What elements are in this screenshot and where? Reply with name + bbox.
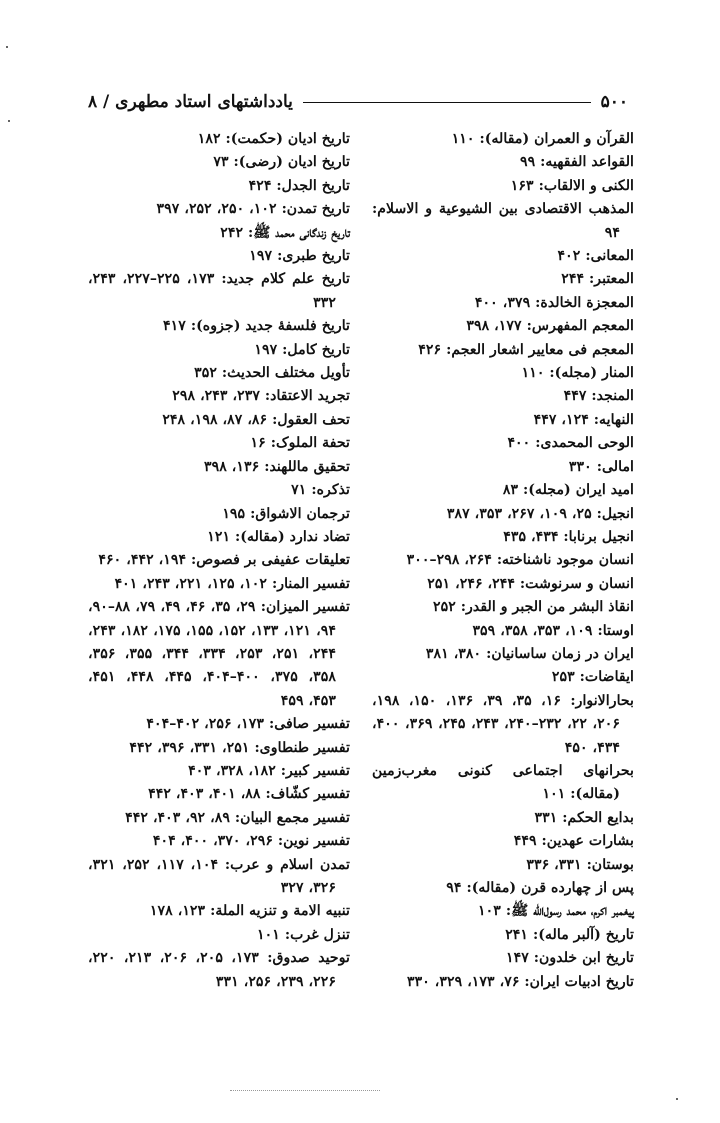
index-entry: تفسیر مجمع البیان: ۸۹، ۹۲، ۴۰۳، ۴۴۲ bbox=[125, 809, 350, 826]
index-entry: تاریخ (آلبر ماله): ۲۴۱ bbox=[505, 926, 634, 943]
running-title: یادداشتهای استاد مطهری / ۸ bbox=[88, 92, 293, 112]
index-entry: الکنی و الالقاب: ۱۶۳ bbox=[510, 177, 634, 194]
index-entry: المنار (مجله): ۱۱۰ bbox=[521, 365, 634, 382]
index-entry: بوستان: ۳۳۱، ۳۳۶ bbox=[526, 856, 634, 873]
index-entry: الوحی المحمدی: ۴۰۰ bbox=[507, 435, 634, 452]
index-entry: تمدن اسلام و عرب: ۱۰۴، ۱۱۷، ۲۵۲، ۳۲۱، ۳۲۶، ۳۲۷ bbox=[88, 856, 350, 896]
index-entry: انقاذ البشر من الجبر و القدر: ۲۵۲ bbox=[432, 599, 634, 616]
index-entry: بحرانهای اجتماعی کنونی مغرب‌زمین (مقاله): ۱۰۱ bbox=[372, 762, 634, 803]
index-entry: تفسیر کشّاف: ۸۸، ۴۰۱، ۴۰۳، ۴۴۲ bbox=[148, 786, 350, 803]
index-entry: بشارات عهدین: ۴۴۹ bbox=[513, 833, 634, 850]
index-entry: المعجم المفهرس: ۱۷۷، ۳۹۸ bbox=[466, 318, 634, 335]
index-entry: انجیل برنابا: ۴۳۴، ۴۳۵ bbox=[503, 528, 634, 545]
index-entry: تفسیر کبیر: ۱۸۲، ۳۲۸، ۴۰۳ bbox=[188, 762, 350, 779]
index-entry: المعانی: ۴۰۲ bbox=[557, 248, 634, 265]
index-entry: انسان موجود ناشناخته: ۲۶۴، ۲۹۸–۳۰۰ bbox=[406, 552, 634, 569]
index-entry: اوستا: ۱۰۹، ۳۵۳، ۳۵۸، ۳۵۹ bbox=[472, 622, 634, 639]
index-entry: پس از چهارده قرن (مقاله): ۹۴ bbox=[446, 880, 634, 896]
index-entry: ایقاضات: ۲۵۳ bbox=[551, 669, 634, 686]
index-entry: المذهب الاقتصادی بین الشیوعیة و الاسلام: ۹۴ bbox=[372, 201, 634, 241]
index-entry: القرآن و العمران (مقاله): ۱۱۰ bbox=[451, 131, 634, 147]
index-entry: تنزل غرب: ۱۰۱ bbox=[257, 926, 350, 943]
index-entry: تاریخ زندگانی محمد ﷺ: ۲۴۲ bbox=[220, 224, 350, 241]
index-entry: تضاد ندارد (مقاله): ۱۲۱ bbox=[207, 528, 350, 545]
index-entry: توحید صدوق: ۱۷۳، ۲۰۵، ۲۰۶، ۲۱۳، ۲۲۰، ۲۲۶، ۲۳۹، ۲۵۶، ۳۳۱ bbox=[88, 950, 350, 990]
header-rule bbox=[303, 102, 591, 103]
page-number: ۵۰۰ bbox=[600, 92, 628, 112]
index-entry: تاریخ ابن خلدون: ۱۴۷ bbox=[505, 950, 634, 967]
index-entry: انسان و سرنوشت: ۲۴۴، ۲۴۶، ۲۵۱ bbox=[427, 575, 634, 592]
index-entry: القواعد الفقهیه: ۹۹ bbox=[519, 154, 634, 171]
index-entry: تاریخ ادیان (حکمت): ۱۸۲ bbox=[197, 131, 350, 147]
index-entry: المعجزة الخالدة: ۳۷۹، ۴۰۰ bbox=[474, 294, 634, 311]
index-entry: المنجد: ۴۴۷ bbox=[563, 388, 634, 405]
index-entry: تحفة الملوک: ۱۶ bbox=[250, 435, 350, 452]
index-entry: امالی: ۳۳۰ bbox=[568, 458, 634, 475]
index-entry: تنبیه الامة و تنزیه الملة: ۱۲۳، ۱۷۸ bbox=[149, 903, 350, 920]
index-column-left bbox=[88, 128, 350, 994]
scan-speck bbox=[8, 120, 10, 122]
index-entry: تاریخ علم کلام جدید: ۱۷۳، ۲۲۵–۲۲۷، ۲۴۳، ۳۳۲ bbox=[88, 271, 350, 311]
index-entry: تأویل مختلف الحدیث: ۳۵۲ bbox=[194, 365, 350, 382]
index-entry: تاریخ ادیان (رضی): ۷۳ bbox=[213, 154, 350, 171]
index-entry: تحف العقول: ۸۶، ۸۷، ۱۹۸، ۲۴۸ bbox=[162, 411, 350, 428]
index-entry: تفسیر صافی: ۱۷۳، ۲۵۶، ۴۰۲–۴۰۴ bbox=[146, 716, 350, 733]
index-entry: تفسیر المنار: ۱۰۲، ۱۲۵، ۲۲۱، ۲۴۳، ۴۰۱ bbox=[114, 575, 350, 592]
index-entry: انجیل: ۲۵، ۱۰۹، ۲۶۷، ۳۵۳، ۳۸۷ bbox=[446, 505, 634, 522]
index-entry: تاریخ فلسفهٔ جدید (جزوه): ۴۱۷ bbox=[163, 318, 350, 335]
index-entry: تجرید الاعتقاد: ۲۳۷، ۲۴۳، ۲۹۸ bbox=[172, 388, 350, 405]
index-column-right bbox=[372, 128, 634, 994]
index-entry: المعتبر: ۲۴۴ bbox=[561, 271, 634, 288]
index-entry: ایران در زمان ساسانیان: ۳۸۰، ۳۸۱ bbox=[425, 645, 634, 662]
index-entry: تاریخ ادبیات ایران: ۷۶، ۱۷۳، ۳۲۹، ۳۳۰ bbox=[406, 973, 634, 990]
index-entry: بحارالانوار: ۱۶، ۳۵، ۳۹، ۱۳۶، ۱۵۰، ۱۹۸، ۲۰۶، ۲۲، ۲۳۲–۲۴۰، ۲۴۳، ۲۴۵، ۳۶۹، ۴۰۰، ۴۳۴، ۴۵۰ bbox=[372, 692, 634, 756]
index-entry: تحقیق ماللهند: ۱۳۶، ۳۹۸ bbox=[203, 458, 350, 475]
index-entry: تفسیر نوین: ۲۹۶، ۳۷۰، ۴۰۰، ۴۰۴ bbox=[152, 833, 350, 850]
footer-faint-line bbox=[230, 1090, 380, 1092]
index-entry: النهایه: ۱۲۴، ۴۴۷ bbox=[533, 411, 634, 428]
index-entry: تعلیقات عفیفی بر فصوص: ۱۹۴، ۴۴۲، ۴۶۰ bbox=[98, 552, 350, 569]
index-entry: بدایع الحکم: ۳۳۱ bbox=[534, 809, 634, 826]
index-entry: المعجم فی معاییر اشعار العجم: ۴۲۶ bbox=[418, 341, 634, 358]
index-entry: تاریخ طبری: ۱۹۷ bbox=[249, 248, 350, 265]
index-entry: تاریخ تمدن: ۱۰۲، ۲۵۰، ۲۵۲، ۳۹۷ bbox=[156, 201, 350, 218]
index-entry: تاریخ کامل: ۱۹۷ bbox=[254, 341, 350, 358]
index-entry: ترجمان الاشواق: ۱۹۵ bbox=[222, 505, 350, 522]
index-entry: تفسیر المیزان: ۲۹، ۳۵، ۴۶، ۴۹، ۷۹، ۸۸–۹۰، ۹۴، ۱۲۱، ۱۳۳، ۱۵۲، ۱۵۵، ۱۷۵، ۱۸۲، ۲۴۳، ۲۴۴، ۲۵۱، ۲۵۳، ۳۳۴، ۳۴۴، ۳۵۵، ۳۵۶، ۳۵۸، ۳۷۵، ۴۰۰–۴۰۴، ۴۴۵، ۴۴۸، ۴۵۱، ۴۵۳، ۴۵۹ bbox=[88, 599, 351, 709]
index-entry: تفسیر طنطاوی: ۲۵۱، ۳۳۱، ۳۹۶، ۴۴۲ bbox=[129, 739, 350, 756]
index-entry: تذکره: ۷۱ bbox=[291, 482, 350, 499]
index-entry: پیغمبر اکرم، محمد رسول‌الله ﷺ: ۱۰۳ bbox=[478, 903, 634, 920]
page-header bbox=[88, 88, 628, 116]
scan-speck bbox=[6, 46, 8, 48]
index-entry: تاریخ الجدل: ۴۲۴ bbox=[248, 177, 350, 194]
scan-speck bbox=[676, 1098, 678, 1100]
index-entry: امید ایران (مجله): ۸۳ bbox=[502, 482, 634, 499]
index-columns bbox=[88, 128, 634, 994]
